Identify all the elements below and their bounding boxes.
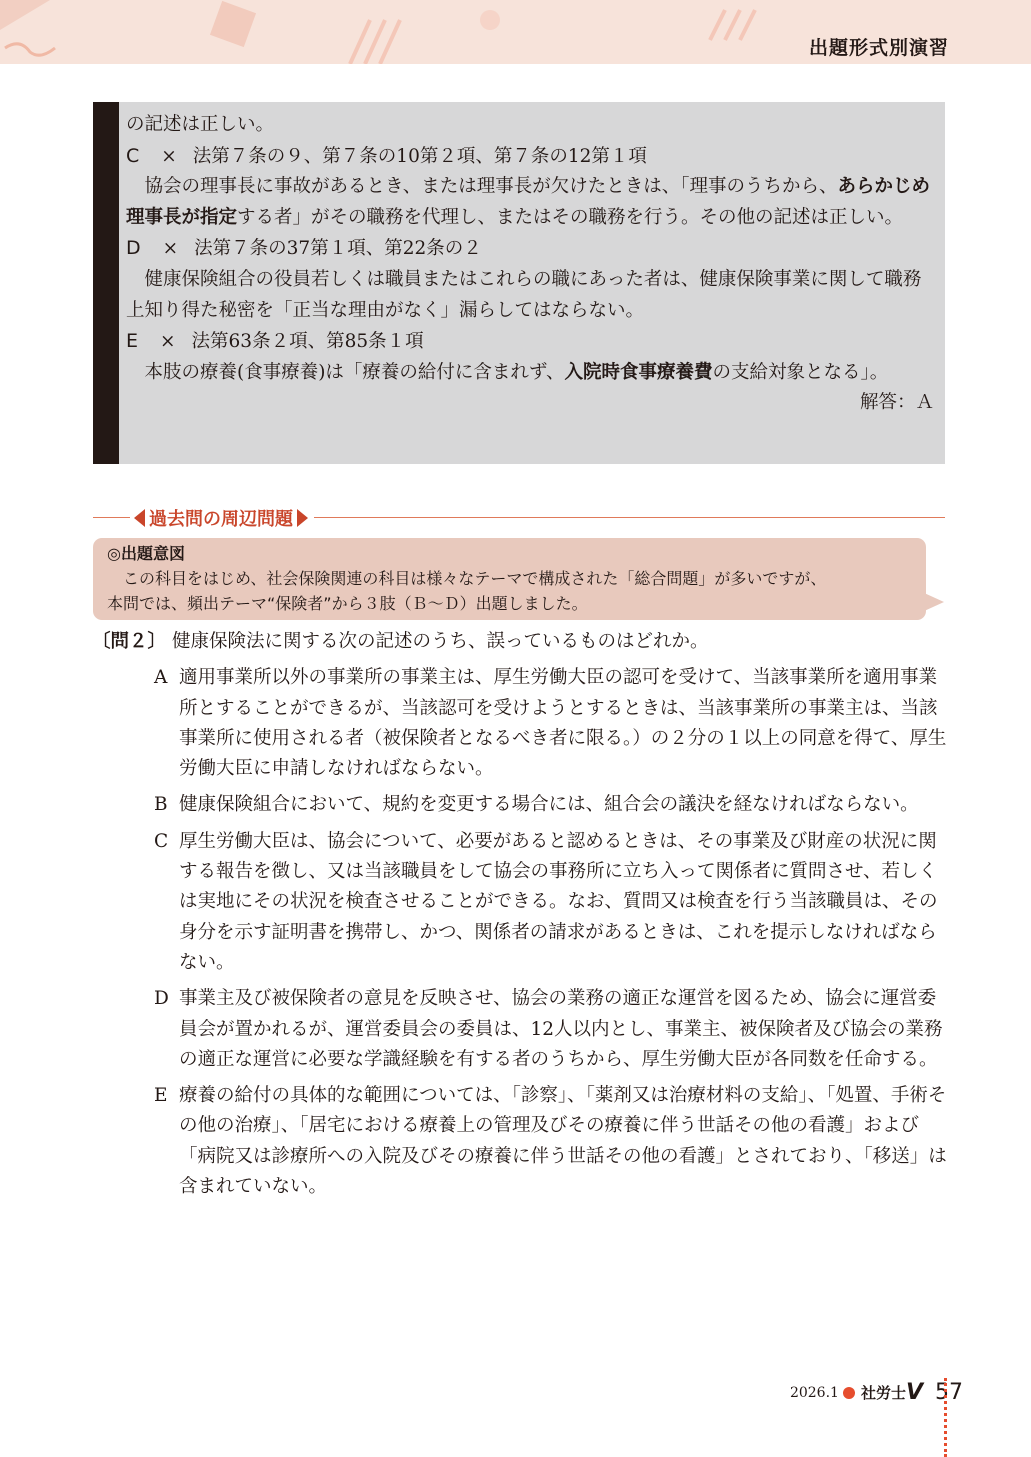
page-number: 57 [935, 1380, 963, 1405]
option-letter: C [154, 830, 169, 852]
option-e [154, 1081, 947, 1202]
choice-letter: C [126, 144, 140, 167]
dot-icon [843, 1387, 855, 1399]
option-text: 療養の給付の具体的な範囲については、「診察」、「薬剤又は治療材料の支給」、「処置、手術その他の治療」、「居宅における療養上の管理及びその療養に伴う世話その他の看護」および「病院又は診療所への入院及びその療養に伴う世話その他の看護」とされており、「移送」は含まれていない。 [179, 1085, 947, 1198]
decor-shape-icon [0, 0, 70, 64]
intent-body [107, 566, 912, 616]
question-number: 〔問２〕 [92, 631, 167, 652]
choice-letter: E [126, 330, 139, 353]
issue-date: 2026.1 [789, 1384, 839, 1401]
question-stem: 健康保険法に関する次の記述のうち、誤っているものはどれか。 [172, 631, 709, 652]
law-reference: 法第７条の37第１項、第22条の２ [194, 238, 482, 260]
section-heading [130, 505, 314, 531]
option-letter: D [154, 988, 169, 1010]
option-text: 事業主及び被保険者の意見を反映させ、協会の業務の適正な運営を図るため、協会に運営委員会が置かれるが、運営委員会の委員は、12人以内とし、事業主、被保険者及び協会の業務の適正な運営に必要な学識経験を有する者のうちから、厚生労働大臣が各同数を任命する。 [179, 988, 943, 1070]
law-reference: 法第63条２項、第85条１項 [191, 331, 424, 353]
option-b [154, 790, 947, 820]
answer-explanation-c [126, 172, 934, 233]
header-title: 出題形式別演習 [808, 37, 949, 59]
magazine-name: 社労士 [860, 1384, 906, 1402]
incorrect-mark: × [160, 331, 176, 353]
intent-title: ◎出題意図 [107, 544, 185, 563]
explanation-text: 本肢の療養(食事療養)は「療養の給付に含まれず、 [144, 361, 565, 383]
speech-tail-icon [922, 592, 944, 612]
answer-choice-e-head [126, 326, 934, 358]
option-letter: B [154, 794, 168, 816]
header-decoration-stripes [330, 0, 780, 64]
law-reference: 法第７条の９、第７条の10第２項、第７条の12第１項 [192, 145, 647, 167]
emphasis-text: あらかじめ理事長が指定 [126, 176, 931, 228]
triangle-left-icon [134, 509, 145, 527]
header-decoration [0, 0, 70, 64]
emphasis-text: 入院時食事療養費 [564, 361, 713, 383]
footer-dotted-line [944, 1378, 947, 1457]
header-decoration-block [210, 1, 256, 47]
question-intent-bubble [93, 538, 926, 620]
incorrect-mark: × [161, 145, 177, 167]
option-c [154, 827, 947, 978]
answer-box-content [126, 110, 934, 419]
incorrect-mark: × [162, 238, 179, 260]
answer-choice-d-head [126, 233, 934, 265]
question-block [92, 627, 947, 1202]
option-text: 健康保険組合において、規約を変更する場合には、組合会の議決を経なければならない。 [179, 794, 919, 816]
answer-box-bar [93, 102, 119, 464]
explanation-text: する者」がその職務を代理し、またはその職務を行う。その他の記述は正しい。 [237, 206, 904, 228]
answer-explanation-e [126, 358, 934, 389]
answer-explanation-d: 健康保険組合の役員若しくは職員またはこれらの職にあった者は、健康保険事業に関して職務上知り得た秘密を「正当な理由がなく」漏らしてはならない。 [126, 268, 922, 321]
intent-line: 本問では、頻出テーマ“保険者”から３肢（Ｂ～Ｄ）出題しました。 [107, 594, 588, 613]
explanation-text: の支給対象となる」。 [712, 361, 889, 383]
choice-letter: D [126, 237, 141, 260]
answer-choice-c-head [126, 141, 934, 173]
option-letter: E [154, 1085, 168, 1107]
option-text: 厚生労働大臣は、協会について、必要があると認めるときは、その事業及び財産の状況に関する報告を徴し、又は当該職員をして協会の事務所に立ち入って関係者に質問させ、若しくは実地にその状況を検査させることができる。なお、質問又は検査を行う当該職員は、その身分を示す証明書を携帯し、かつ、関係者の請求があるときは、これを提示しなければならない。 [179, 830, 938, 973]
answer-explanation-box [93, 102, 945, 464]
option-text: 適用事業所以外の事業所の事業主は、厚生労働大臣の認可を受けて、当該事業所を適用事業所とすることができるが、当該認可を受けようとするときは、当該事業所の事業主は、当該事業所に使用される者（被保険者となるべき者に限る。）の２分の１以上の同意を得て、厚生労働大臣に申請しなければならない。 [179, 667, 947, 780]
option-letter: A [154, 667, 168, 689]
intent-line: この科目をはじめ、社会保険関連の科目は様々なテーマで構成された「総合問題」が多いですが、 [123, 569, 827, 588]
answer-result: 解答：Ａ [859, 392, 934, 414]
option-a [154, 663, 947, 784]
option-d [154, 984, 947, 1075]
page-header [0, 0, 1031, 64]
triangle-right-icon [297, 509, 308, 527]
explanation-text: 協会の理事長に事故があるとき、または理事長が欠けたときは、「理事のうちから、 [144, 176, 838, 198]
section-title: 過去問の周辺問題 [149, 509, 293, 530]
question-header [92, 627, 947, 657]
page-footer [790, 1380, 963, 1405]
magazine-logo-mark: V [905, 1380, 923, 1405]
answer-line: の記述は正しい。 [126, 114, 275, 135]
